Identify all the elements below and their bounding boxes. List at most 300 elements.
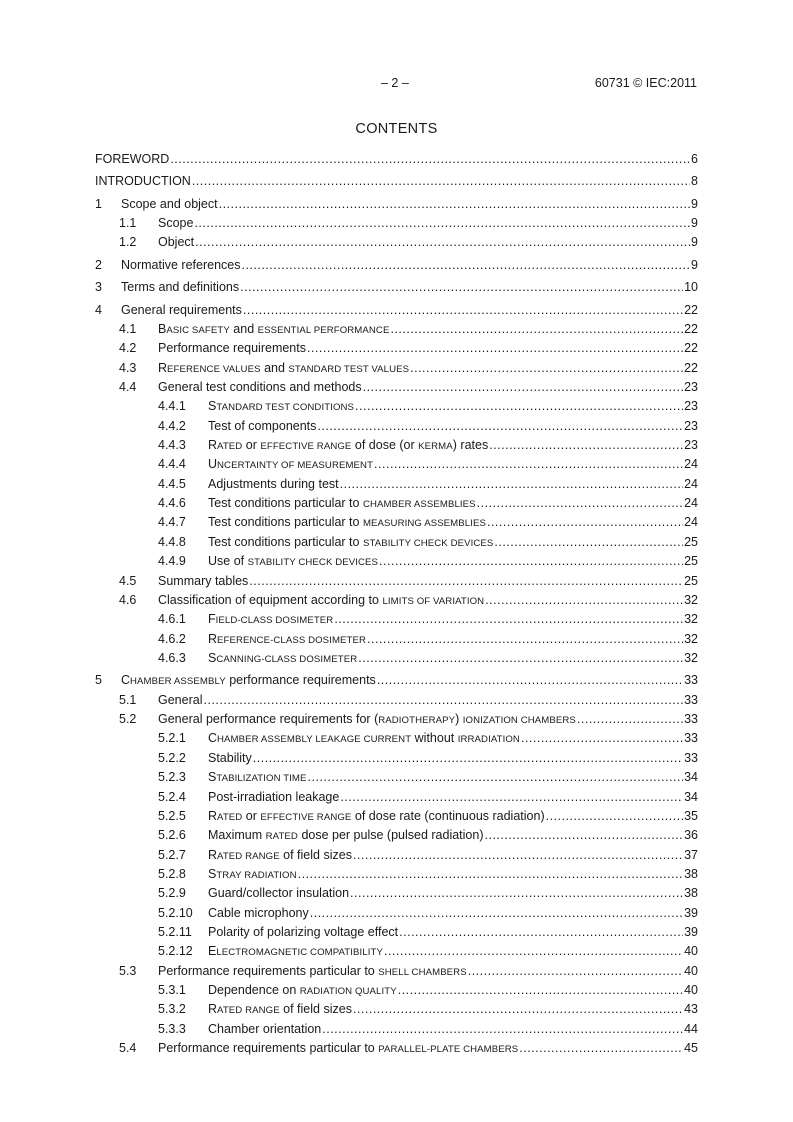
toc-entry[interactable] (95, 195, 698, 214)
toc-entry-number: 5.2.8 (158, 866, 186, 881)
toc-text: Chamber orientation (208, 1021, 322, 1036)
toc-entry-number: 5.3.1 (158, 983, 186, 998)
toc-entry[interactable] (95, 691, 698, 710)
toc-page-number: 38 (684, 866, 698, 881)
toc-text: B (158, 321, 167, 336)
toc-entry-title (121, 256, 241, 275)
toc-leader-dots (377, 671, 683, 690)
toc-page-number: 40 (684, 983, 698, 998)
toc-entry-title (158, 710, 576, 730)
toc-entry[interactable] (95, 378, 698, 397)
toc-entry[interactable] (95, 214, 698, 233)
toc-small-caps-text: EFFECTIVE RANGE (260, 441, 352, 453)
toc-leader-dots (521, 729, 683, 748)
toc-small-caps-text: MEASURING ASSEMBLIES (362, 518, 486, 530)
toc-entry-title (208, 533, 493, 553)
toc-page-number: 45 (684, 1041, 698, 1056)
toc-entry[interactable] (95, 513, 698, 532)
toc-leader-dots (219, 195, 690, 214)
toc-leader-dots (192, 172, 690, 191)
toc-small-caps-text: IONIZATION CHAMBERS (462, 715, 576, 727)
toc-text: or (242, 438, 261, 453)
toc-entry-title (158, 320, 389, 340)
toc-entry[interactable] (95, 359, 698, 378)
toc-text: E (208, 944, 217, 959)
toc-entry-title (208, 788, 339, 807)
toc-page-number: 32 (684, 650, 698, 665)
toc-entry-title (95, 150, 169, 169)
toc-entry-number: 5.3.2 (158, 1002, 186, 1017)
toc-small-caps-text: CANNING-CLASS DOSIMETER (216, 653, 358, 665)
toc-text: Post-irradiation leakage (208, 789, 340, 804)
toc-leader-dots (379, 552, 683, 571)
toc-entry-number: 3 (95, 280, 102, 295)
toc-entry-number: 5.2.1 (158, 731, 186, 746)
toc-page-number: 33 (684, 750, 698, 765)
toc-page-number: 22 (684, 321, 698, 336)
toc-text: Maximum (208, 828, 266, 843)
toc-page-number: 35 (684, 808, 698, 823)
toc-page-number: 9 (691, 257, 698, 272)
toc-entry-title (95, 172, 191, 191)
toc-entry-title (158, 962, 467, 982)
toc-entry-title (208, 923, 398, 942)
toc-text: INTRODUCTION (95, 174, 191, 189)
toc-entry-title (158, 233, 194, 252)
toc-small-caps-text: EFFECTIVE RANGE (260, 811, 352, 823)
toc-small-caps-text: ATED (217, 811, 243, 823)
toc-text: performance requirements (225, 673, 376, 688)
toc-entry-number: 5.2 (119, 712, 137, 727)
toc-page-number: 23 (684, 418, 698, 433)
toc-entry[interactable] (95, 865, 698, 884)
toc-leader-dots (353, 846, 683, 865)
toc-page-number: 33 (684, 731, 698, 746)
toc-text: General requirements (121, 302, 242, 317)
toc-leader-dots (577, 710, 683, 729)
toc-entry[interactable] (95, 233, 698, 252)
toc-entry[interactable] (95, 962, 698, 981)
toc-entry[interactable] (95, 301, 698, 320)
toc-entry-title (158, 378, 362, 397)
toc-text: Cable microphony (208, 905, 309, 920)
toc-small-caps-text: TABILIZATION TIME (216, 773, 307, 785)
standard-reference: 60731 © IEC:2011 (594, 76, 697, 90)
toc-leader-dots (468, 962, 683, 981)
toc-leader-dots (489, 436, 683, 455)
toc-entry-number: 5.2.3 (158, 770, 186, 785)
toc-text: Test conditions particular to (208, 496, 363, 511)
toc-small-caps-text: LECTROMAGNETIC COMPATIBILITY (216, 947, 383, 959)
toc-text: Polarity of polarizing voltage effect (208, 925, 399, 940)
toc-entry-number: 5.2.6 (158, 828, 186, 843)
toc-text: FOREWORD (95, 152, 170, 166)
toc-page-number: 25 (684, 554, 698, 569)
toc-leader-dots (485, 591, 683, 610)
toc-entry-number: 4.6.3 (158, 650, 186, 665)
toc-small-caps-text: EFERENCE-CLASS DOSIMETER (217, 634, 367, 646)
toc-entry-number: 5.1 (119, 692, 137, 707)
toc-text: R (208, 1002, 218, 1017)
toc-page-number: 22 (684, 360, 698, 375)
toc-entry[interactable] (95, 533, 698, 552)
toc-page-number: 6 (691, 152, 698, 166)
toc-entry[interactable] (95, 610, 698, 629)
toc-leader-dots (240, 278, 683, 297)
toc-small-caps-text: RADIATION QUALITY (299, 986, 397, 998)
toc-entry[interactable] (95, 397, 698, 416)
toc-text: of field sizes (279, 1002, 352, 1017)
toc-text: of dose (or (351, 438, 419, 453)
toc-page-number: 23 (684, 379, 698, 394)
toc-entry-title (158, 591, 484, 611)
toc-entry-title (208, 904, 309, 923)
toc-small-caps-text: CHAMBER ASSEMBLIES (362, 499, 476, 511)
toc-text: Object (158, 235, 195, 250)
toc-entry[interactable] (95, 150, 698, 169)
toc-small-caps-text: HAMBER ASSEMBLY (130, 676, 226, 688)
toc-entry-number: 2 (95, 257, 102, 272)
toc-entry-title (208, 513, 486, 533)
toc-entry-number: 1.2 (119, 235, 137, 250)
toc-text: ) (455, 712, 463, 727)
toc-text: Test conditions particular to (208, 534, 363, 549)
toc-entry-number: 5.3.3 (158, 1021, 186, 1036)
toc-entry-number: 5.2.11 (158, 925, 192, 940)
toc-entry-title (158, 339, 306, 358)
toc-text: and (229, 321, 258, 336)
toc-entry-title (208, 610, 333, 630)
toc-entry[interactable] (95, 1000, 698, 1019)
toc-page-number: 24 (684, 476, 698, 491)
toc-small-caps-text: STABILITY CHECK DEVICES (247, 557, 379, 569)
toc-page-number: 32 (684, 592, 698, 607)
toc-small-caps-text: EFERENCE VALUES (167, 363, 261, 375)
toc-small-caps-text: SHELL CHAMBERS (378, 966, 467, 978)
toc-entry-number: 4.4.5 (158, 476, 186, 491)
toc-page-number: 36 (684, 828, 698, 843)
toc-entry-number: 4.6 (119, 592, 137, 607)
toc-entry-number: 4.4.2 (158, 418, 186, 433)
toc-text: ) rates (452, 438, 489, 453)
toc-small-caps-text: LIMITS OF VARIATION (382, 595, 485, 607)
toc-entry-title (208, 1020, 321, 1039)
toc-leader-dots (374, 455, 683, 474)
toc-text: S (208, 650, 217, 665)
toc-leader-dots (340, 475, 683, 494)
toc-entry[interactable] (95, 455, 698, 474)
toc-entry-title (208, 494, 476, 514)
toc-leader-dots (494, 533, 683, 552)
toc-text: of field sizes (279, 847, 352, 862)
toc-entry-title (208, 884, 349, 903)
toc-leader-dots (358, 649, 683, 668)
toc-entry-title (121, 301, 242, 320)
toc-page-number: 24 (684, 515, 698, 530)
toc-entry-title (208, 1000, 352, 1020)
toc-page-number: 23 (684, 438, 698, 453)
toc-entry-number: 1 (95, 196, 102, 211)
toc-text: Scope (158, 216, 194, 231)
toc-leader-dots (410, 359, 683, 378)
toc-leader-dots (398, 981, 683, 1000)
toc-entry[interactable] (95, 1039, 698, 1058)
toc-entry[interactable] (95, 904, 698, 923)
toc-text: of dose rate (continuous radiation) (351, 808, 545, 823)
toc-entry[interactable] (95, 494, 698, 513)
toc-entry-number: 5.2.4 (158, 789, 186, 804)
toc-entry-number: 4.3 (119, 360, 137, 375)
toc-text: General performance requirements for ( (158, 712, 379, 727)
toc-entry[interactable] (95, 942, 698, 961)
toc-entry[interactable] (95, 729, 698, 748)
toc-leader-dots (317, 417, 683, 436)
toc-page-number: 34 (684, 770, 698, 785)
toc-entry-title (208, 846, 352, 866)
toc-entry-title (208, 475, 339, 494)
toc-leader-dots (253, 749, 683, 768)
toc-text: without (411, 731, 458, 746)
toc-text: R (208, 631, 218, 646)
toc-text: Performance requirements particular to (158, 1041, 379, 1056)
toc-entry-title (208, 749, 252, 768)
toc-entry-number: 4.4.9 (158, 554, 186, 569)
toc-entry-title (158, 359, 409, 379)
toc-leader-dots (334, 610, 683, 629)
toc-leader-dots (363, 378, 683, 397)
toc-entry-title (121, 278, 239, 297)
toc-text: dose per pulse (pulsed radiation) (297, 828, 484, 843)
toc-entry[interactable] (95, 339, 698, 358)
toc-entry-title (208, 630, 366, 650)
toc-leader-dots (485, 826, 684, 845)
toc-entry-number: 4 (95, 302, 102, 317)
toc-text: Terms and definitions (121, 280, 240, 295)
toc-page-number: 8 (691, 174, 698, 189)
toc-entry-title (121, 195, 218, 214)
toc-page-number: 33 (684, 692, 698, 707)
toc-small-caps-text: ATED RANGE (217, 850, 280, 862)
toc-entry-number: 4.4.3 (158, 438, 186, 453)
toc-text: Performance requirements particular to (158, 963, 379, 978)
toc-text: Dependence on (208, 983, 300, 998)
toc-small-caps-text: ATED (217, 441, 243, 453)
toc-entry[interactable] (95, 807, 698, 826)
toc-entry[interactable] (95, 630, 698, 649)
toc-entry-title (208, 865, 297, 885)
toc-entry[interactable] (95, 846, 698, 865)
toc-entry[interactable] (95, 710, 698, 729)
toc-leader-dots (308, 768, 684, 787)
toc-entry[interactable] (95, 749, 698, 768)
toc-entry-number: 1.1 (119, 216, 137, 231)
toc-entry[interactable] (95, 923, 698, 942)
toc-text: or (242, 808, 261, 823)
toc-page-number: 39 (684, 925, 698, 940)
toc-page-number: 33 (684, 712, 698, 727)
toc-text: C (208, 731, 218, 746)
toc-leader-dots (399, 923, 683, 942)
toc-entry-title (208, 807, 545, 827)
toc-entry[interactable] (95, 572, 698, 591)
toc-entry-number: 5.2.7 (158, 847, 186, 862)
toc-entry-title (208, 649, 357, 669)
toc-small-caps-text: STABILITY CHECK DEVICES (362, 537, 494, 549)
toc-leader-dots (546, 807, 683, 826)
toc-entry-title (158, 691, 202, 710)
toc-entry[interactable] (95, 1020, 698, 1039)
toc-entry[interactable] (95, 552, 698, 571)
toc-entry-number: 5.2.5 (158, 808, 186, 823)
toc-entry-number: 4.4.6 (158, 496, 186, 511)
toc-text: Classification of equipment according to (158, 592, 383, 607)
toc-entry[interactable] (95, 788, 698, 807)
toc-entry[interactable] (95, 172, 698, 191)
toc-small-caps-text: RADIOTHERAPY (378, 715, 456, 727)
toc-page-number: 9 (691, 235, 698, 250)
toc-page-number: 22 (684, 341, 698, 356)
toc-text: Test of components (208, 418, 317, 433)
toc-small-caps-text: ESSENTIAL PERFORMANCE (257, 324, 390, 336)
toc-entry-number: 4.5 (119, 573, 137, 588)
toc-text: U (208, 457, 218, 472)
toc-entry-title (208, 826, 484, 846)
toc-page-number: 10 (684, 280, 698, 295)
toc-text: Performance requirements (158, 341, 306, 356)
toc-leader-dots (340, 788, 683, 807)
toc-page-number: 22 (684, 302, 698, 317)
table-of-contents (95, 150, 698, 1059)
page-number: – 2 – (381, 76, 409, 90)
toc-leader-dots (203, 691, 683, 710)
toc-small-caps-text: PARALLEL-PLATE CHAMBERS (378, 1044, 519, 1056)
toc-text: R (208, 808, 218, 823)
toc-text: Summary tables (158, 573, 249, 588)
toc-entry-number: 5 (95, 673, 102, 688)
toc-small-caps-text: TANDARD TEST CONDITIONS (216, 402, 355, 414)
toc-entry[interactable] (95, 436, 698, 455)
toc-leader-dots (384, 942, 683, 961)
toc-entry-number: 5.2.9 (158, 886, 186, 901)
toc-page-number: 32 (684, 612, 698, 627)
toc-text: General (158, 692, 203, 707)
toc-page-number: 24 (684, 457, 698, 472)
toc-entry-number: 5.2.12 (158, 944, 193, 959)
toc-small-caps-text: STANDARD TEST VALUES (288, 363, 410, 375)
toc-text: Adjustments during test (208, 476, 339, 491)
toc-entry[interactable] (95, 417, 698, 436)
toc-entry-title (208, 436, 488, 456)
toc-entry-number: 5.4 (119, 1041, 137, 1056)
toc-leader-dots (307, 339, 683, 358)
toc-entry[interactable] (95, 981, 698, 1000)
toc-text: S (208, 866, 217, 881)
toc-leader-dots (353, 1000, 683, 1019)
toc-entry-title (121, 671, 376, 691)
toc-leader-dots (249, 572, 683, 591)
toc-page-number: 43 (684, 1002, 698, 1017)
toc-entry-number: 5.3 (119, 963, 137, 978)
toc-text: C (121, 673, 131, 688)
toc-entry-number: 4.1 (119, 321, 137, 336)
toc-text: R (208, 438, 218, 453)
toc-entry-number: 4.4 (119, 379, 137, 394)
toc-leader-dots (322, 1020, 683, 1039)
toc-leader-dots (194, 214, 690, 233)
toc-text: R (208, 847, 218, 862)
toc-text: Stability (208, 750, 252, 765)
toc-entry[interactable] (95, 256, 698, 275)
toc-page-number: 32 (684, 631, 698, 646)
toc-page-number: 44 (684, 1021, 698, 1036)
toc-entry-number: 5.2.2 (158, 750, 186, 765)
toc-entry-title (208, 552, 378, 572)
toc-entry-title (158, 572, 248, 591)
toc-leader-dots (367, 630, 683, 649)
toc-page-number: 25 (684, 534, 698, 549)
toc-entry[interactable] (95, 768, 698, 787)
toc-page-number: 34 (684, 789, 698, 804)
toc-entry-number: 4.4.8 (158, 534, 186, 549)
toc-entry[interactable] (95, 671, 698, 690)
toc-entry-title (208, 768, 307, 788)
toc-entry-number: 4.6.1 (158, 612, 186, 627)
toc-page-number: 39 (684, 905, 698, 920)
toc-leader-dots (170, 150, 690, 169)
toc-page-number: 40 (684, 944, 698, 959)
toc-small-caps-text: KERMA (418, 441, 453, 453)
toc-entry[interactable] (95, 278, 698, 297)
toc-entry-number: 4.2 (119, 341, 137, 356)
toc-entry-title (208, 981, 397, 1001)
toc-leader-dots (310, 904, 683, 923)
toc-page-number: 24 (684, 496, 698, 511)
toc-page-number: 9 (691, 196, 698, 211)
toc-entry[interactable] (95, 826, 698, 845)
toc-entry-title (158, 1039, 518, 1059)
toc-text: and (260, 360, 289, 375)
toc-entry-number: 4.4.1 (158, 399, 186, 414)
toc-text: General test conditions and methods (158, 379, 362, 394)
toc-entry-number: 5.2.10 (158, 905, 193, 920)
toc-text: Normative references (121, 257, 241, 272)
toc-small-caps-text: IELD-CLASS DOSIMETER (215, 615, 334, 627)
toc-entry-number: 4.4.4 (158, 457, 186, 472)
toc-small-caps-text: IRRADIATION (457, 734, 520, 746)
toc-leader-dots (242, 256, 691, 275)
toc-page-number: 37 (684, 847, 698, 862)
toc-page-number: 38 (684, 886, 698, 901)
toc-leader-dots (195, 233, 690, 252)
toc-entry[interactable] (95, 475, 698, 494)
toc-text: F (208, 612, 216, 627)
toc-entry[interactable] (95, 884, 698, 903)
toc-small-caps-text: NCERTAINTY OF MEASUREMENT (217, 460, 374, 472)
toc-leader-dots (477, 494, 683, 513)
toc-leader-dots (519, 1039, 683, 1058)
toc-entry[interactable] (95, 649, 698, 668)
toc-entry[interactable] (95, 320, 698, 339)
toc-page-number: 25 (684, 573, 698, 588)
toc-entry[interactable] (95, 591, 698, 610)
toc-small-caps-text: HAMBER ASSEMBLY LEAKAGE CURRENT (217, 734, 412, 746)
toc-entry-title (208, 942, 383, 962)
toc-entry-title (208, 455, 373, 475)
toc-text: Scope and object (121, 196, 218, 211)
toc-page-number: 33 (684, 673, 698, 688)
toc-text: S (208, 770, 217, 785)
toc-entry-title (208, 417, 316, 436)
